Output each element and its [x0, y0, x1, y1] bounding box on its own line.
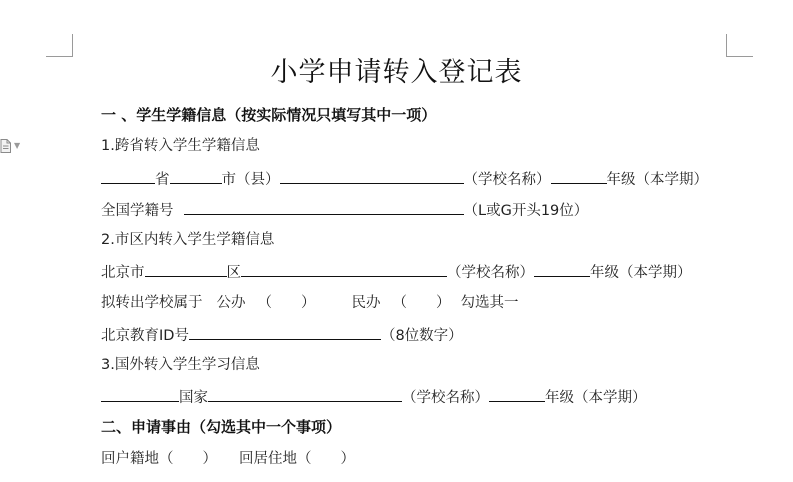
- school-name-blank-3[interactable]: [208, 386, 402, 402]
- school-name-label-3: （学校名称）: [402, 390, 489, 406]
- school-name-label: （学校名称）: [463, 172, 551, 188]
- school-type-line: [101, 293, 519, 313]
- district-label: 区: [226, 265, 241, 281]
- reason-option-residence: 回居住地: [239, 451, 297, 467]
- national-id-blank[interactable]: [184, 199, 464, 215]
- school-name-blank-2[interactable]: [241, 261, 447, 277]
- section-2-heading: 二、申请事由（勾选其中一个事项）: [101, 418, 342, 436]
- city-blank[interactable]: [170, 168, 222, 184]
- edu-id-label: 北京教育ID号: [101, 328, 189, 344]
- school-name-blank[interactable]: [280, 168, 464, 184]
- country-label: 国家: [179, 390, 208, 406]
- province-blank[interactable]: [101, 168, 155, 184]
- subsection-2-heading: 2.市区内转入学生学籍信息: [101, 232, 275, 248]
- district-blank[interactable]: [145, 261, 227, 277]
- edu-id-blank[interactable]: [189, 324, 381, 340]
- choose-one-label: 勾选其一: [460, 295, 519, 311]
- document-icon: [0, 139, 11, 153]
- grade-blank-2[interactable]: [534, 261, 590, 277]
- province-label: 省: [155, 172, 170, 188]
- country-blank[interactable]: [101, 386, 179, 402]
- residence-checkbox[interactable]: （ ）: [297, 451, 355, 467]
- subsection-1-heading: 1.跨省转入学生学籍信息: [101, 138, 260, 154]
- school-name-label-2: （学校名称）: [447, 265, 534, 281]
- subsection-3-heading: 3.国外转入学生学习信息: [101, 357, 260, 373]
- grade-blank-3[interactable]: [489, 386, 545, 402]
- grade-label: 年级（本学期）: [606, 172, 708, 188]
- public-label: 公办: [216, 295, 246, 311]
- national-id-label: 全国学籍号: [101, 203, 174, 219]
- private-checkbox[interactable]: （ ）: [392, 295, 451, 311]
- beijing-label: 北京市: [101, 265, 145, 281]
- reason-option-hukou: 回户籍地: [101, 451, 159, 467]
- belong-label: 拟转出学校属于: [101, 295, 203, 311]
- cross-province-line: [101, 168, 708, 190]
- national-student-id-line: [101, 199, 588, 221]
- beijing-edu-id-line: [101, 324, 463, 346]
- within-city-line: [101, 261, 692, 283]
- reason-options-line: [101, 449, 355, 469]
- document-outline-toggle[interactable]: [0, 138, 26, 154]
- public-checkbox[interactable]: （ ）: [257, 295, 316, 311]
- abroad-line: [101, 386, 647, 408]
- grade-label-2: 年级（本学期）: [590, 265, 692, 281]
- national-id-note: （L或G开头19位）: [463, 203, 589, 219]
- chevron-down-icon: ▼: [14, 141, 21, 150]
- edu-id-note: （8位数字）: [380, 328, 463, 344]
- grade-blank[interactable]: [551, 168, 607, 184]
- section-1-heading: 一 、学生学籍信息（按实际情况只填写其中一项）: [101, 106, 437, 124]
- document-title: 小学申请转入登记表: [270, 57, 523, 88]
- hukou-checkbox[interactable]: （ ）: [159, 451, 217, 467]
- private-label: 民办: [351, 295, 381, 311]
- city-label: 市（县）: [221, 172, 280, 188]
- grade-label-3: 年级（本学期）: [545, 390, 647, 406]
